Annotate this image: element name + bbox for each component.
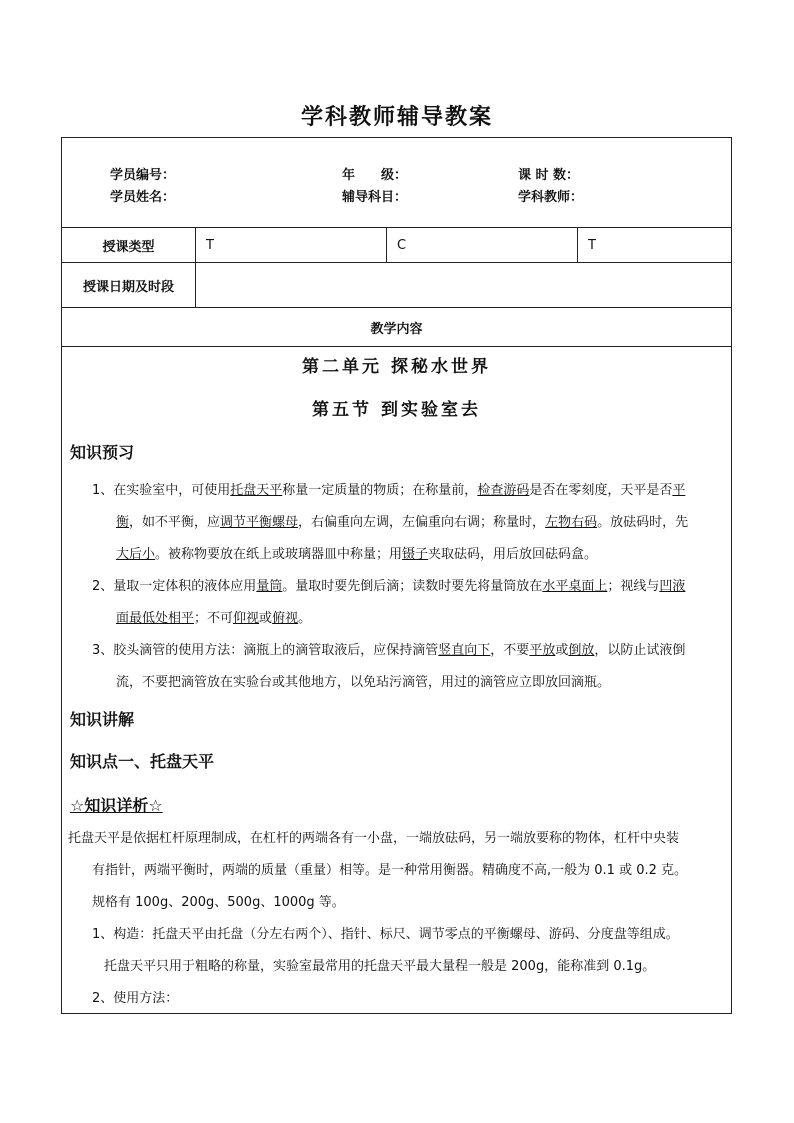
- keyword: 倒放: [568, 643, 595, 658]
- preview-heading: 知识预习: [70, 443, 135, 462]
- text-span: 。: [298, 611, 312, 626]
- text-line: 1、构造：托盘天平由托盘（分左右两个）、指针、标尺、调节零点的平衡螺母、游码、分度盘等组成。: [92, 927, 679, 942]
- keyword: 面最低处相平: [116, 611, 195, 626]
- lesson-type-value-2: C: [387, 228, 578, 262]
- document-title: 学科教师辅导教案: [300, 105, 493, 130]
- text-line: 有指针，两端平衡时，两端的质量（重量）相等。是一种常用衡器。精确度不高,一般为 0.1 或 0.2 克。: [92, 863, 688, 878]
- text-span: ；视线与: [607, 579, 660, 594]
- keyword: 托盘天平: [230, 483, 283, 498]
- text-span: ，以防止试液倒: [594, 643, 686, 658]
- text-line: [116, 545, 597, 565]
- keyword: 调节平衡螺母: [220, 515, 299, 530]
- text-span: ，右偏重向左调，左偏重向右调；称量时，: [298, 515, 546, 530]
- text-span: 。量取时要先倒后滴；读数时要先将量筒放在: [282, 579, 543, 594]
- keyword: 左物右码: [545, 515, 598, 530]
- explain-heading: 知识讲解: [70, 710, 135, 729]
- student-id-label: 学员编号：: [110, 168, 176, 183]
- keyword: 衡: [116, 515, 130, 530]
- keyword: 镊子: [402, 547, 429, 562]
- text-span: 称量一定质量的物质；在称量前，: [282, 483, 478, 498]
- keyword: 竖直向下: [438, 643, 491, 658]
- text-line: 2、使用方法：: [92, 991, 179, 1006]
- text-line: [116, 673, 610, 693]
- lesson-type-value-3: T: [588, 237, 596, 253]
- student-name-label: 学员姓名：: [110, 190, 176, 205]
- class-hours-label: 课 时 数：: [518, 168, 580, 183]
- text-span: ，如不平衡，应: [129, 515, 221, 530]
- text-span: 。被称物要放在纸上或玻璃器皿中称量；用: [155, 547, 403, 562]
- text-line: [116, 609, 311, 629]
- text-span: 或: [259, 611, 273, 626]
- keyword: 凹液: [659, 579, 686, 594]
- text-span: 是否在零刻度，天平是否: [529, 483, 673, 498]
- text-span: 流，不要把滴管放在实验台或其他地方，以免玷污滴管，用过的滴管应立即放回滴瓶。: [116, 675, 611, 690]
- lesson-time-row: [62, 263, 731, 308]
- keyword: 水平桌面上: [542, 579, 608, 594]
- detail-heading: ☆知识详析☆: [70, 796, 163, 815]
- keyword: 量筒: [256, 579, 283, 594]
- lesson-plan-table: [61, 137, 732, 1014]
- text-line: [92, 641, 685, 661]
- teacher-label: 学科教师：: [518, 190, 584, 205]
- text-line: [116, 513, 688, 533]
- text-span: ，不要: [490, 643, 530, 658]
- text-span: 1、在实验室中，可使用: [92, 483, 231, 498]
- keyword: 平: [672, 483, 686, 498]
- text-span: 3、胶头滴管的使用方法：滴瓶上的滴管取液后，应保持滴管: [92, 643, 439, 658]
- text-line: 规格有 100g、200g、500g、1000g 等。: [92, 895, 345, 910]
- keyword: 平放: [529, 643, 556, 658]
- text-line: [92, 577, 685, 597]
- content-header-row: 教学内容: [62, 308, 731, 347]
- text-line: 托盘天平只用于粗略的称量，实验室最常用的托盘天平最大量程一般是 200g，能称准到 0.1g。: [104, 959, 656, 974]
- text-span: 或: [555, 643, 569, 658]
- subject-label: 辅导科目：: [342, 190, 408, 205]
- text-span: 。放砝码时，先: [597, 515, 689, 530]
- lesson-time-label: 授课日期及时段: [62, 263, 196, 307]
- point1-heading: 知识点一、托盘天平: [70, 752, 215, 771]
- lesson-time-value: [196, 263, 731, 307]
- keyword: 检查游码: [477, 483, 530, 498]
- keyword: 俯视: [272, 611, 299, 626]
- keyword: 仰视: [233, 611, 260, 626]
- teaching-content: [62, 347, 731, 1013]
- keyword: 大后小: [116, 547, 156, 562]
- text-span: 夹取砝码，用后放回砝码盒。: [428, 547, 598, 562]
- lesson-type-label: 授课类型: [62, 228, 196, 262]
- lesson-type-value-1: T: [196, 228, 387, 262]
- student-info-row: [62, 138, 731, 228]
- lesson-type-row: [62, 228, 731, 263]
- text-line: [92, 481, 685, 501]
- text-span: 2、量取一定体积的液体应用: [92, 579, 257, 594]
- text-span: ；不可: [194, 611, 234, 626]
- section-title: 第五节 到实验室去: [312, 400, 481, 420]
- text-line: 托盘天平是依据杠杆原理制成，在杠杆的两端各有一小盘，一端放砝码，另一端放要称的物体，杠杆中央装: [68, 831, 680, 846]
- grade-label: 年 级：: [342, 168, 408, 183]
- unit-title: 第二单元 探秘水世界: [302, 357, 491, 377]
